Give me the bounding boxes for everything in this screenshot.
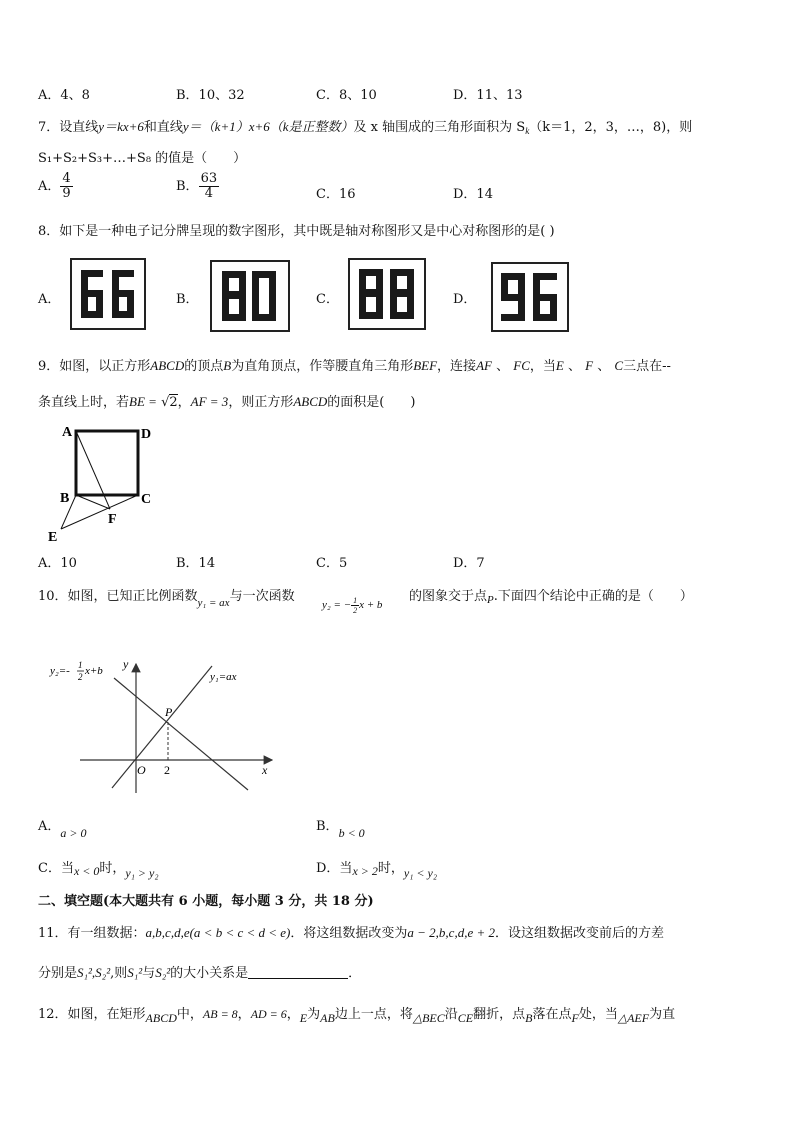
q12-line1 [38,1003,675,1026]
q10-line1-a [38,585,295,609]
q10-line1-b [409,585,693,606]
q12-tri-bec: △BEC [412,1011,445,1025]
q10-label-y2-lhs: y₂=- [50,665,70,677]
q6-option-c: C．8、10 [316,88,377,103]
q7-option-b-label: B． [176,179,199,194]
q10-label-y1: y₁=ax [210,671,237,683]
q11-s-pair: S₁²,S₂² [77,965,111,980]
q9-label-e: E [48,530,58,545]
q11-text-7: 的大小关系是 [170,966,249,981]
q11-text-3: ．设这组数据改变前后的方差 [495,926,665,941]
q10-label-origin: O [137,763,146,777]
q7-option-b-fraction [199,172,220,201]
q10-text-4: .下面四个结论中正确的是（ ） [493,589,693,604]
q9-text-5: ，当 [529,359,556,374]
q10-line-y1 [112,666,212,788]
q11-line1 [38,922,664,941]
q11-data: a,b,c,d,e [145,925,190,940]
q10-y2-lhs: y₂ = − [322,599,352,612]
q8-option-b-label: B． [176,292,199,307]
q9-sqrt: √2 [161,395,178,410]
q10-text-2: 与一次函数 [229,589,295,604]
q7-option-c: C．16 [316,187,356,202]
q10-text-3: 的图象交于点 [409,589,488,604]
q9-text-2: 的顶点 [184,359,224,374]
q10-option-a [38,815,87,841]
q8-option-c-digit-image [350,260,424,328]
q11-text-4: 分别是 [38,966,78,981]
q8-option-d-label: D． [453,292,477,307]
q7-number: 7． [38,120,60,135]
q7-line1 [38,116,692,136]
q9-option-b: B．14 [176,556,216,571]
q9-label-b: B [60,491,70,506]
q9-option-c: C．5 [316,556,348,571]
q10-text-1: 10．如图，已知正比例函数 [38,589,198,604]
q11-cond: (a < b < c < d < e) [189,925,291,940]
q6-option-b: B．10、32 [176,88,245,103]
q10-label-y2-den: 2 [78,672,83,682]
q9-text-10: 的面积是( ) [327,395,416,410]
q9-text-4: ，连接 [437,359,477,374]
q12-text-2: 中， [176,1007,203,1022]
q8-option-a-digit-image [72,260,144,328]
q12-text-10: 处，当 [578,1007,618,1022]
q6-option-a: A．4、8 [38,88,90,103]
q11-s1: S₁² [127,965,143,980]
q7-text-4: （k＝1，2，3，…，8)，则 [529,120,693,135]
q10-option-c [38,857,159,881]
q10-label-x-axis: x [262,763,268,777]
q12-text-4: ， [286,1007,300,1022]
q12-ad: AD = 6 [250,1007,287,1021]
q12-text-1: 12．如图，在矩形 [38,1007,146,1022]
q7-option-a-label: A． [38,179,61,194]
q8-option-d-scoreboard [491,262,569,332]
q10-label-p: P [165,705,173,719]
q10-option-b [316,815,365,841]
q7-sub-k: k [525,126,530,136]
q10-option-d-mid: 时， [377,861,404,876]
q9-text-7: 条直线上时，若 [38,395,130,410]
q12-text-9: 落在点 [532,1007,572,1022]
q10-option-a-label: A． [38,819,61,834]
q10-y1-eq: y₁ = ax [197,597,230,609]
q12-text-7: 沿 [444,1007,458,1022]
q12-text-8: 翻折，点 [473,1007,526,1022]
q7-option-b-den: 4 [204,186,213,201]
q8-option-d-digit-image [493,264,567,330]
q12-ab: AB = 8 [202,1007,238,1021]
q10-option-b-label: B． [316,819,339,834]
q7-option-a-fraction [60,172,72,201]
q9-text-1: 9．如图，以正方形 [38,359,151,374]
q9-be-eq: BE = [129,394,157,409]
q12-b: B [525,1011,533,1025]
q11-text-1: 11．有一组数据： [38,926,146,941]
q12-e: E [299,1011,308,1025]
q7-option-a-num: 4 [62,171,71,186]
q8-question: 8．如下是一种电子记分牌呈现的数字图形，其中既是轴对称图形又是中心对称图形的是( ) [38,224,555,239]
q7-text-1: 设直线 [59,120,99,135]
q10-label-y2-rhs: x+b [85,665,103,677]
q12-text-6: 边上一点，将 [334,1007,413,1022]
q11-text-8: ． [348,966,362,981]
q10-option-d-cond: x > 2 [352,864,378,878]
q8-option-b-digit-image [212,262,288,330]
q7-option-d: D．14 [453,187,493,202]
q11-text-5: ,则 [110,966,128,981]
q9-sep-3: 、 [597,359,611,374]
q10-y2-rhs: x + b [359,599,383,612]
section-2-title: 二、填空题(本大题共有 6 小题，每小题 3 分，共 18 分) [38,894,374,909]
q11-line2 [38,962,361,981]
q11-changed: a − 2,b,c,d,e + 2 [407,925,495,940]
q10-option-b-expr: b < 0 [338,826,365,840]
q10-option-d-label: D．当 [316,861,353,876]
q11-s2: S₂² [155,965,171,980]
q7-text-3: 及 x 轴围成的三角形面积为 S [353,120,526,135]
q7-option-a-den: 9 [62,186,71,201]
q9-text-9: ，则正方形 [228,395,294,410]
q10-option-c-label: C．当 [38,861,74,876]
q11-answer-blank[interactable] [248,966,348,979]
q12-ab2: AB [320,1011,335,1025]
q10-y2-frac [351,596,359,615]
q10-option-c-cond: x < 0 [73,864,100,878]
q10-option-d [316,857,437,881]
q10-graph [44,650,280,800]
q11-text-2: ．将这组数据改变为 [290,926,408,941]
q9-label-f: F [108,512,117,527]
q10-option-c-mid: 时， [99,861,126,876]
q9-sep-1: 、 [496,359,510,374]
q10-label-y-axis: y [123,657,129,671]
q7-option-a [38,172,73,201]
q8-option-b-scoreboard [210,260,290,332]
q10-option-d-res: y₁ < y₂ [403,866,437,880]
q7-option-b-num: 63 [200,171,218,186]
q10-label-y2-num: 1 [78,660,83,670]
q12-abcd: ABCD [145,1011,177,1025]
q10-p: P [487,594,494,606]
q9-abcd: ABCD [150,358,185,373]
q6-option-d: D．11、13 [453,88,523,103]
q9-af-eq: AF = 3 [190,394,229,409]
q9-text-3: 为直角顶点，作等腰直角三角形 [231,359,414,374]
q9-text-8: ， [177,395,191,410]
q10-y2-den: 2 [353,606,358,615]
q9-bef: BEF [413,358,438,373]
q10-y2-eq [322,596,382,615]
q9-text-6: 三点在-- [623,359,671,374]
q10-y2-num: 1 [353,596,358,605]
q9-fc: FC [513,358,530,373]
q9-line2 [38,391,415,410]
q9-option-a: A．10 [38,556,77,571]
q10-option-c-res: y₁ > y₂ [125,866,159,880]
q9-sqrt-value: 2 [169,395,178,410]
q12-text-3: ， [237,1007,251,1022]
q7-text-2: 和直线 [143,120,183,135]
q7-line2: S₁+S₂+S₃+…+S₈ 的值是（ ） [38,151,247,166]
q9-figure [44,420,164,545]
q9-b: B [223,358,232,373]
q12-text-5: 为 [307,1007,321,1022]
q9-option-d: D．7 [453,556,485,571]
q9-line1 [38,355,671,374]
q9-square [76,431,138,495]
q8-option-c-scoreboard [348,258,426,330]
q9-abcd-2: ABCD [293,394,328,409]
q7-eq2: y＝（k+1）x+6（k是正整数） [182,119,354,134]
q9-label-a: A [62,425,73,440]
q11-text-6: 与 [142,966,156,981]
q10-option-a-expr: a > 0 [60,826,87,840]
q7-option-b [176,172,219,201]
q8-option-a-label: A． [38,292,61,307]
q12-f: F [571,1011,579,1025]
q9-f: F [585,358,594,373]
q8-option-c-label: C． [316,292,339,307]
q9-label-d: D [141,427,152,442]
q7-eq1: y＝kx+6 [98,119,144,134]
q8-option-a-scoreboard [70,258,146,330]
q9-label-c: C [141,492,152,507]
q9-c: C [614,358,624,373]
q12-ce: CE [457,1011,474,1025]
q12-tri-aef: △AEF [617,1011,650,1025]
q10-label-tick-2: 2 [164,763,170,777]
q10-line-y2 [114,678,248,790]
q9-sep-2: 、 [567,359,581,374]
q9-af: AF [476,358,492,373]
q12-text-11: 为直 [649,1007,676,1022]
q9-e: E [555,358,564,373]
